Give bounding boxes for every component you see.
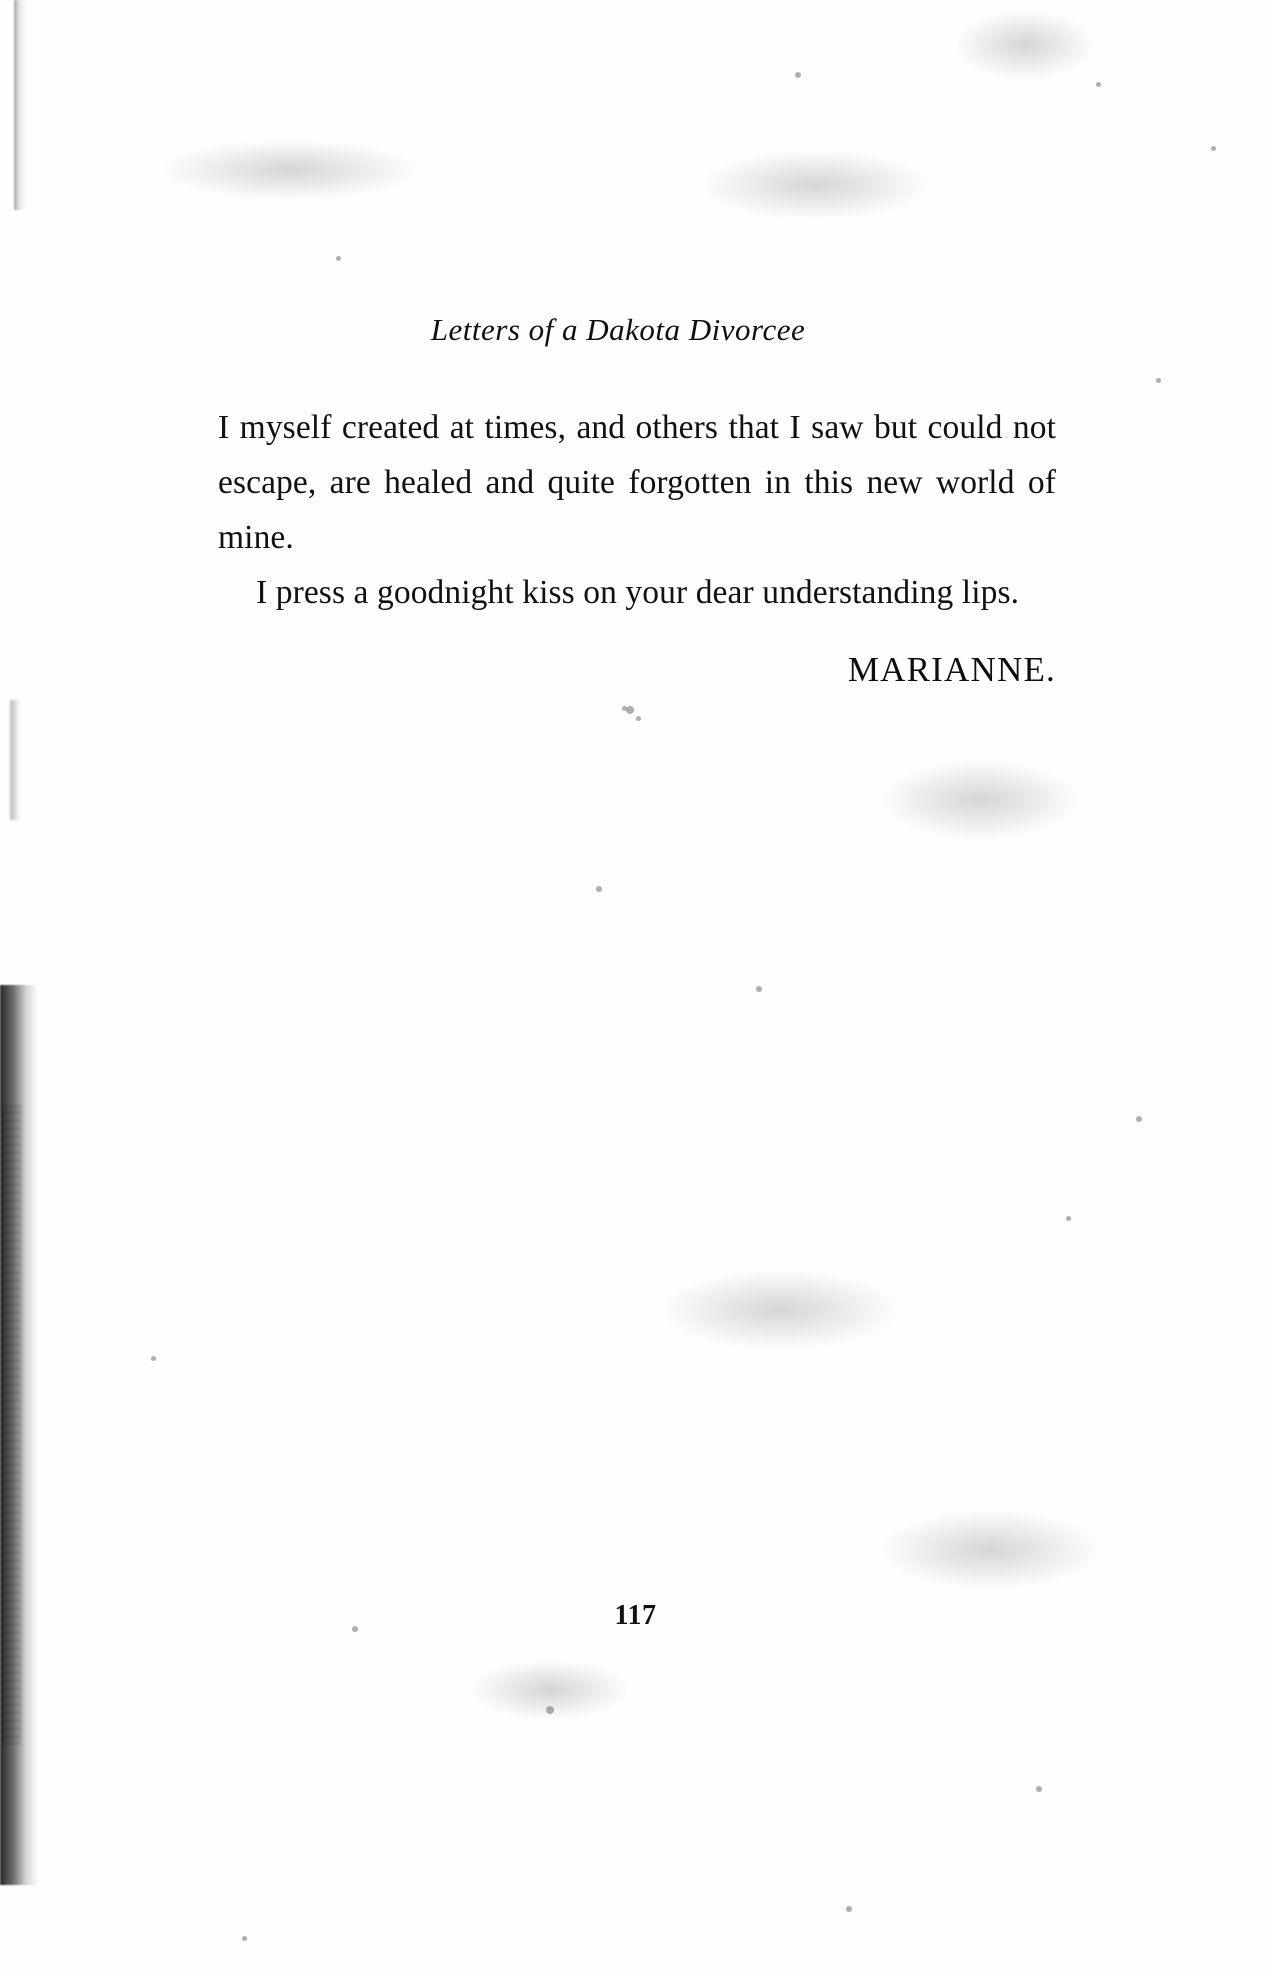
signature: MARIANNE.	[847, 650, 1056, 689]
scan-speck	[846, 1906, 852, 1912]
scan-edge-left	[0, 985, 38, 1885]
page-number: 117	[614, 1600, 657, 1631]
body-text	[218, 400, 1056, 620]
scan-speck	[1036, 1786, 1042, 1792]
scan-edge-mid	[10, 700, 20, 820]
paragraph-1: I myself created at times, and others that I saw but could not escape, are healed and quite forgotten in this new world of mine.	[218, 409, 1056, 556]
scan-speck	[1211, 146, 1216, 151]
paragraph-2: I press a goodnight kiss on your dear understanding lips.	[256, 574, 1020, 611]
scan-smudge	[660, 1270, 900, 1350]
scan-smudge	[880, 1510, 1100, 1590]
text-column	[218, 0, 1078, 690]
scan-speck	[1096, 82, 1101, 87]
scan-speck	[622, 706, 627, 711]
scan-speck	[626, 706, 634, 714]
scan-smudge	[880, 760, 1080, 840]
scan-speck	[1066, 1216, 1071, 1221]
scan-speck	[242, 1936, 247, 1941]
scan-speck	[756, 986, 762, 992]
scan-speck	[546, 1706, 554, 1714]
scan-edge-top	[14, 0, 26, 210]
running-head: Letters of a Dakota Divorcee	[430, 312, 806, 347]
scan-speck	[1136, 1116, 1142, 1122]
scan-speck	[596, 886, 602, 892]
scan-speck	[636, 716, 641, 721]
scan-speck	[1156, 378, 1161, 383]
scan-speck	[151, 1356, 156, 1361]
